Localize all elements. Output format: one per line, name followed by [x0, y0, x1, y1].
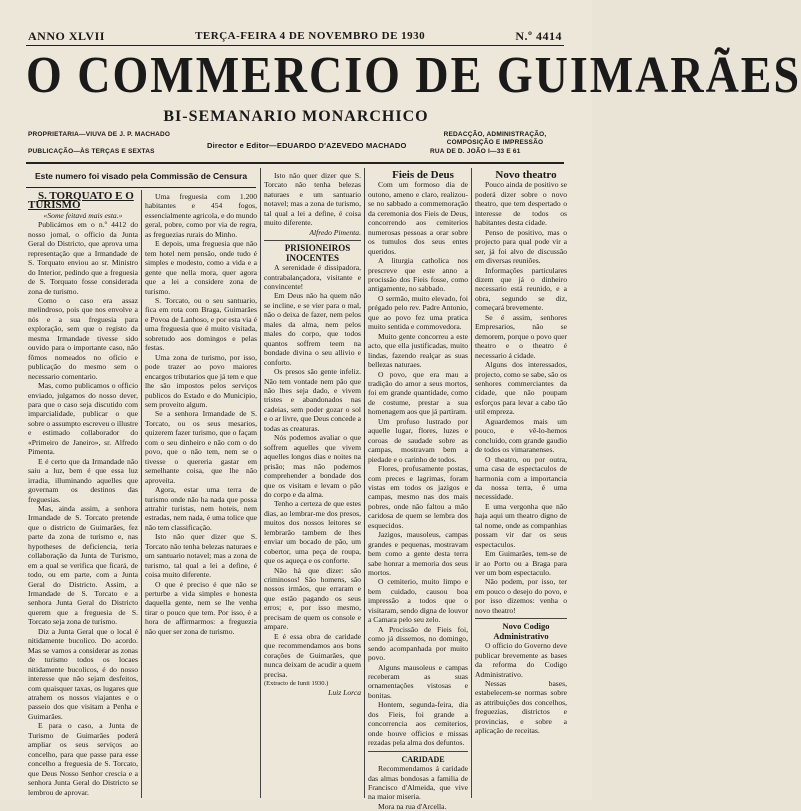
column-torquato-1: [28, 192, 138, 798]
column-theatro: [475, 171, 567, 798]
article-paragraph: Com um formoso dia de outono, ameno e claro, realizou-se no sabbado a commemoração da ceremonia dos Fieis de Deus, concorrendo aos cemiterios numerosas pessoas a orar sobre os tumulos dos seus entes queridos.: [368, 180, 468, 256]
office-line: REDACÇÃO, ADMINISTRAÇÃO, COMPOSIÇÃO E IMPRESSÃO: [443, 131, 547, 146]
article-paragraph: Mas, como publicamos o officio enviado, julgamos do nosso dever, para que o caso seja discutido com imparcialidade, publicar o que sobre o assumpto escreveu o illustre e estimado collaborador do «Primeiro de Janeiro», sr. Alfredo Pimenta.: [28, 381, 138, 457]
article-paragraph: O cemiterio, muito limpo e bem cuidado, causou boa impressão a todos que o visitaram, sendo digna de louvor a Camara pelo seu zelo.: [368, 577, 468, 625]
article-heading-theatro: Novo theatro: [495, 169, 557, 181]
article-heading-codigo: Novo Codigo Administrativo: [493, 621, 550, 641]
masthead-subtitle: BI-SEMANARIO MONARCHICO: [163, 108, 429, 125]
article-paragraph: Isto não quer dizer que S. Torcato não tenha belezas naturaes e um santuario notavel; mas a zona de turismo, tal qual a lei a define, é coisa muito diferente.: [145, 532, 257, 580]
article-paragraph: Alguns mausoleus e campas receberam as suas ornamentações vistosas e bonitas.: [368, 662, 468, 700]
article-epigraph: «Some feitavá mais esta.»: [43, 210, 123, 220]
column-divider-1: [141, 190, 142, 798]
column-torquato-3: [264, 171, 361, 798]
article-paragraph: Diz a Junta Geral que o local é nitidamente bucolico. Do acordo. Mas se vamos a considerar as zonas de turismo todos os locaes nitidamente bucolicos, é do nosso interesse que não sejam desfeitos, com quaisquer taxas, os lugares que atrahem os nossos viajantes e o passeio dos que visitam a Penha e Guimarães.: [28, 626, 138, 721]
article-paragraph: E é essa obra de caridade que recommendamos aos bons corações de Guimarães, que nunca deixam de acudir a quem precisa.: [264, 631, 361, 679]
article-paragraph: Agora, estar uma terra de turismo onde não ha nada que possa attrahir turistas, nem hoteis, nem estradas, nem nada, é uma tolice que não tem classificação.: [145, 485, 257, 532]
article-paragraph: Não podem, por isso, ter em pouco o desejo do povo, e por isso dizemos: venha o novo theatro!: [475, 577, 567, 615]
article-paragraph: O que é preciso é que não se perturbe a vida simples e honesta daquella gente, nem se lhe venha tirar o pouco que tem. Por isso, é a hora de affirmarmos: a freguezia não quer ser zona de turismo.: [145, 579, 257, 636]
article-paragraph: O officio do Governo deve publicar brevemente as bases da reforma do Codigo Administrativo.: [475, 641, 567, 679]
issue-number: N.º 4414: [515, 28, 562, 43]
article-divider: [475, 618, 567, 619]
article-paragraph: Jazigos, mausoleus, campas grandes e pequenas, mostravam bem como a gente desta terra sabe honrar a memoria dos seus mortos.: [368, 530, 468, 578]
director-line: Director e Editor—EDUARDO D'AZEVEDO MACHADO: [207, 141, 407, 150]
year-label: ANNO XLVII: [28, 28, 105, 43]
article-divider: [368, 751, 468, 752]
article-paragraph: A serenidade é dissipadora, contrabalançadora, visitante e convincente!: [264, 263, 361, 291]
article-paragraph: Publicámos em o n.º 4412 do nosso jornal, o officio da Junta Geral do Districto, que aprova uma representação que a Irmandade de S. Torquato enviou ao sr. Ministro do Interior, pedindo que a freguesia de S. Torquato fosse considerada zona de turismo.: [28, 220, 138, 296]
article-paragraph: E é certo que da Irmandade não saiu a luz, bem é que essa luz irradia, illuminando aquelles que governam os destinos das freguesias.: [28, 456, 138, 504]
article-paragraph: Se a senhora Irmandade de S. Torcato, ou os seus mesarios, quizerem fazer turismo, que o façam com o seu dinheiro e não com o do povo, que o não tem, nem se o tivesse o quereria gastar em semelhante coisa, que lhe não aproveita.: [145, 409, 257, 485]
article-paragraph: Uma freguesia com 1.200 habitantes e 454 fogos, essencialmente agricola, e do mundo geral, pobre, como por via de regra, as freguezias rurais do Minho.: [145, 192, 257, 239]
article-paragraph: Nós podemos avaliar o que soffrem aquelles que vivem aquelles longos dias e noites na prisão; mas não podemos comprehender a bondade dos que os visitam e levam o pão do corpo e da alma.: [264, 433, 361, 499]
article-paragraph: Pouco ainda de positivo se poderá dizer sobre o novo theatro, que tem despertado o interesse de todos os habitantes desta cidade.: [475, 180, 567, 228]
article-paragraph: Mas, ainda assim, a senhora Irmandade de S. Torcato pretende que o districto de Guimarães, fez parte da zona de turismo e, nas hypotheses de deficiencia, teria collaboração da Junta de Turismo, em a qual se verifica que ficará, de todo, ou em parte, com a Junta Geral do Districto. Assim, a Irmandade de S. Torcato e a senhora Junta Geral do Districto querem que a freguesia de S. Torcato seja zona de turismo.: [28, 503, 138, 627]
article-paragraph: E para o caso, a Junta de Turismo de Guimarães poderá ampliar os seus serviços ao concelho, para que passe para esse concelho a freguesia de S. Torcato, que Deus Nosso Senhor crescia e a senhora Junta Geral do Districto se lembrou de aprovar.: [28, 721, 138, 797]
article-paragraph: E uma vergonha que não haja aqui um theatro digno de tal nome, onde as companhias possam vir dar os seus espectaculos.: [475, 501, 567, 549]
column-divider-3: [364, 168, 365, 798]
censor-rule: [26, 187, 256, 188]
issue-date: TERÇA-FEIRA 4 DE NOVEMBRO DE 1930: [195, 30, 426, 42]
article-paragraph: Em Deus não ha quem não se incline, e se vier para o mal, não o deixa de fazer, nem pelos males da alma, nem pelos males do corpo, que todos quantos soffrem teem na bondade divina o seu allivio e conforto.: [264, 291, 361, 367]
article-paragraph: Como o caso era assaz melindroso, pois que nos envolve a nós e a sua freguesia para exploração, sem que o registo da mesma Irmandade tivesse sido ouvido para o importante caso, não fômos nomeados no ofício e publicação do mesmo sem o necessario comentario.: [28, 295, 138, 381]
column-divider-2: [260, 168, 261, 798]
address-line: RUA DE D. JOÃO I—33 E 61: [430, 148, 521, 155]
article-paragraph: Penso de positivo, mas o projecto para qual pode vir a ser, já foi alvo de discussão em diversas reuniões.: [475, 227, 567, 266]
article-paragraph: Recommendamos á caridade das almas bondosas a familia de Francisco d'Almeida, que vive na maior miseria.: [368, 764, 468, 802]
article-heading-caridade: CARIDADE: [401, 754, 445, 764]
article-paragraph: Em Guimarães, tem-se de ir ao Porto ou a Braga para ver um bom espectaculo.: [475, 549, 567, 578]
article-paragraph: Nessas bases, estabelecem-se normas sobre as attribuições dos concelhos, freguezias, districtos e provincias, e sobre a aplicação de receitas.: [475, 679, 567, 736]
article-heading-torquato: S. TORQUATO E O TURISMO: [28, 190, 134, 212]
column-fieis: [368, 169, 468, 811]
article-divider: [264, 240, 361, 241]
article-heading-fieis: Fieis de Deus: [392, 169, 454, 181]
censor-note: Este numero foi visado pela Commissão de Censura: [34, 171, 248, 181]
article-paragraph: O theatro, ou por outra, uma casa de espectaculos de harmonia com a importancia da nossa terra, é uma necessidade.: [475, 454, 567, 502]
article-paragraph: A Procissão de Fieis foi, como já dissemos, no domingo, sendo acompanhada por muito povo.: [368, 624, 468, 663]
publication-line: PUBLICAÇÃO—ÀS TERÇAS E SEXTAS: [28, 148, 155, 155]
article-paragraph: Hontem, segunda-feira, dia dos Fieis, foi grande a concorrencia aos cemiterios, onde houve officios e missas rezadas pela alma dos defuntos.: [368, 700, 468, 748]
article-paragraph: Alguns dos interessados, projecto, como se sabe, são os senhores commerciantes da cidade, que não poupam esforços para levar a cabo tão util empreza.: [475, 360, 567, 417]
article-paragraph: Muito gente concorreu a este acto, que ella justificadas, muito lindas, fazendo realçar as suas bellezas naturaes.: [368, 331, 468, 370]
article-paragraph: Não há que dizer: são criminosos! São homens, são nossos irmãos, que erraram e que estão pagando os seus erros; e, por isso mesmo, precisam de quem os console e ampare.: [264, 565, 361, 632]
article-paragraph: Informações particulares dizem que já o dinheiro necessario está reunido, e a obra, segundo se diz, começará brevemente.: [475, 265, 567, 313]
article-signature: Luiz Lorca: [328, 688, 361, 698]
article-paragraph: Flores, profusamente postas, com preces e lagrimas, foram vistas em todos os jazigos e campas, mesmo nas dos mais pobres, onde não faltou a mão caridosa de quem se lembra dos esquecidos.: [368, 464, 468, 530]
article-paragraph: S. Torcato, ou o seu santuario, fica em rota com Braga, Guimarães e Povoa de Lanhoso, e por esta via é uma freguesia que é muito visitada, sobretudo aos domingos e pelas festas.: [145, 295, 257, 353]
article-paragraph: Isto não quer dizer que S. Torcato não tenha belezas naturaes e um santuario notavel; mas a zona de turismo, tal qual a lei a define, é coisa muito diferente.: [264, 171, 361, 228]
masthead-rule: [26, 162, 564, 164]
article-footnote: (Extracto de Iunii 1930.): [264, 680, 329, 688]
article-paragraph: A liturgia catholica nos prescreve que este anno a procissão dos Fieis fosse, como antigamente, no sabbado.: [368, 256, 468, 294]
article-paragraph: O sermão, muito elevado, foi prégado pelo rev. Padre Antonio, que ao povo fez uma pratica muito sentida e commovedora.: [368, 293, 468, 332]
column-divider-4: [471, 168, 472, 798]
article-paragraph: Mora na rua d'Arcella.: [378, 801, 447, 811]
article-signature: Alfredo Pimenta.: [309, 227, 361, 237]
article-paragraph: Tenho a certeza de que estes dias, ao lembrar-me dos presos, muitos dos nossos leitores se lembrarão tambem de lhes enviar um bocado de pão, um cobertor, uma peça de roupa, que os aqueça e os conforte.: [264, 499, 361, 566]
article-paragraph: Aguardemos mais um pouco, e vê-lo-hemos concluido, com grande gaudio de todos os vimaranenses.: [475, 416, 567, 455]
masthead-title: O COMMERCIO DE GUIMARÃES: [26, 45, 801, 103]
article-paragraph: Um profuso lustrado por aquelle lugar, flores, luzes e coroas de saudade sobre as campas, mostravam bem a piedade e o carinho de todos.: [368, 416, 468, 464]
article-paragraph: E depois, uma freguesia que não tem hotel nem pensão, onde tudo é simples e modesto, como a vida e a gente que nella mora, quer agora que a lei a considere zona de turismo.: [145, 239, 257, 296]
article-paragraph: Se é assim, senhores Empresarios, não se demorem, porque o povo quer theatro e o theatro é necessario á cidade.: [475, 312, 567, 360]
article-paragraph: Uma zona de turismo, por isso, pode trazer ao povo maiores encargos tributarios que já tem e que lhe são impostos pelos serviços publicos do Estado e do Municipio, sem proveito algum.: [145, 352, 257, 409]
article-heading-prisioneiros: PRISIONEIROS INOCENTES: [284, 243, 351, 263]
owner-line: PROPRIETARIA—VIUVA DE J. P. MACHADO: [28, 131, 171, 138]
article-paragraph: Os presos são gente infeliz. Não tem vontade nem pão que não lhes seja dado, e vivem tristes e abandonados nas cadeias, sem poder gozar o sol e o ar livre, que Deus concede a todas as creaturas.: [264, 367, 361, 433]
column-torquato-2: [145, 192, 257, 798]
article-paragraph: O povo, que era mau a tradição do amor a seus mortos, foi em grande quantidade, como de costume, prestar a sua homenagem aos que já partiram.: [368, 369, 468, 417]
